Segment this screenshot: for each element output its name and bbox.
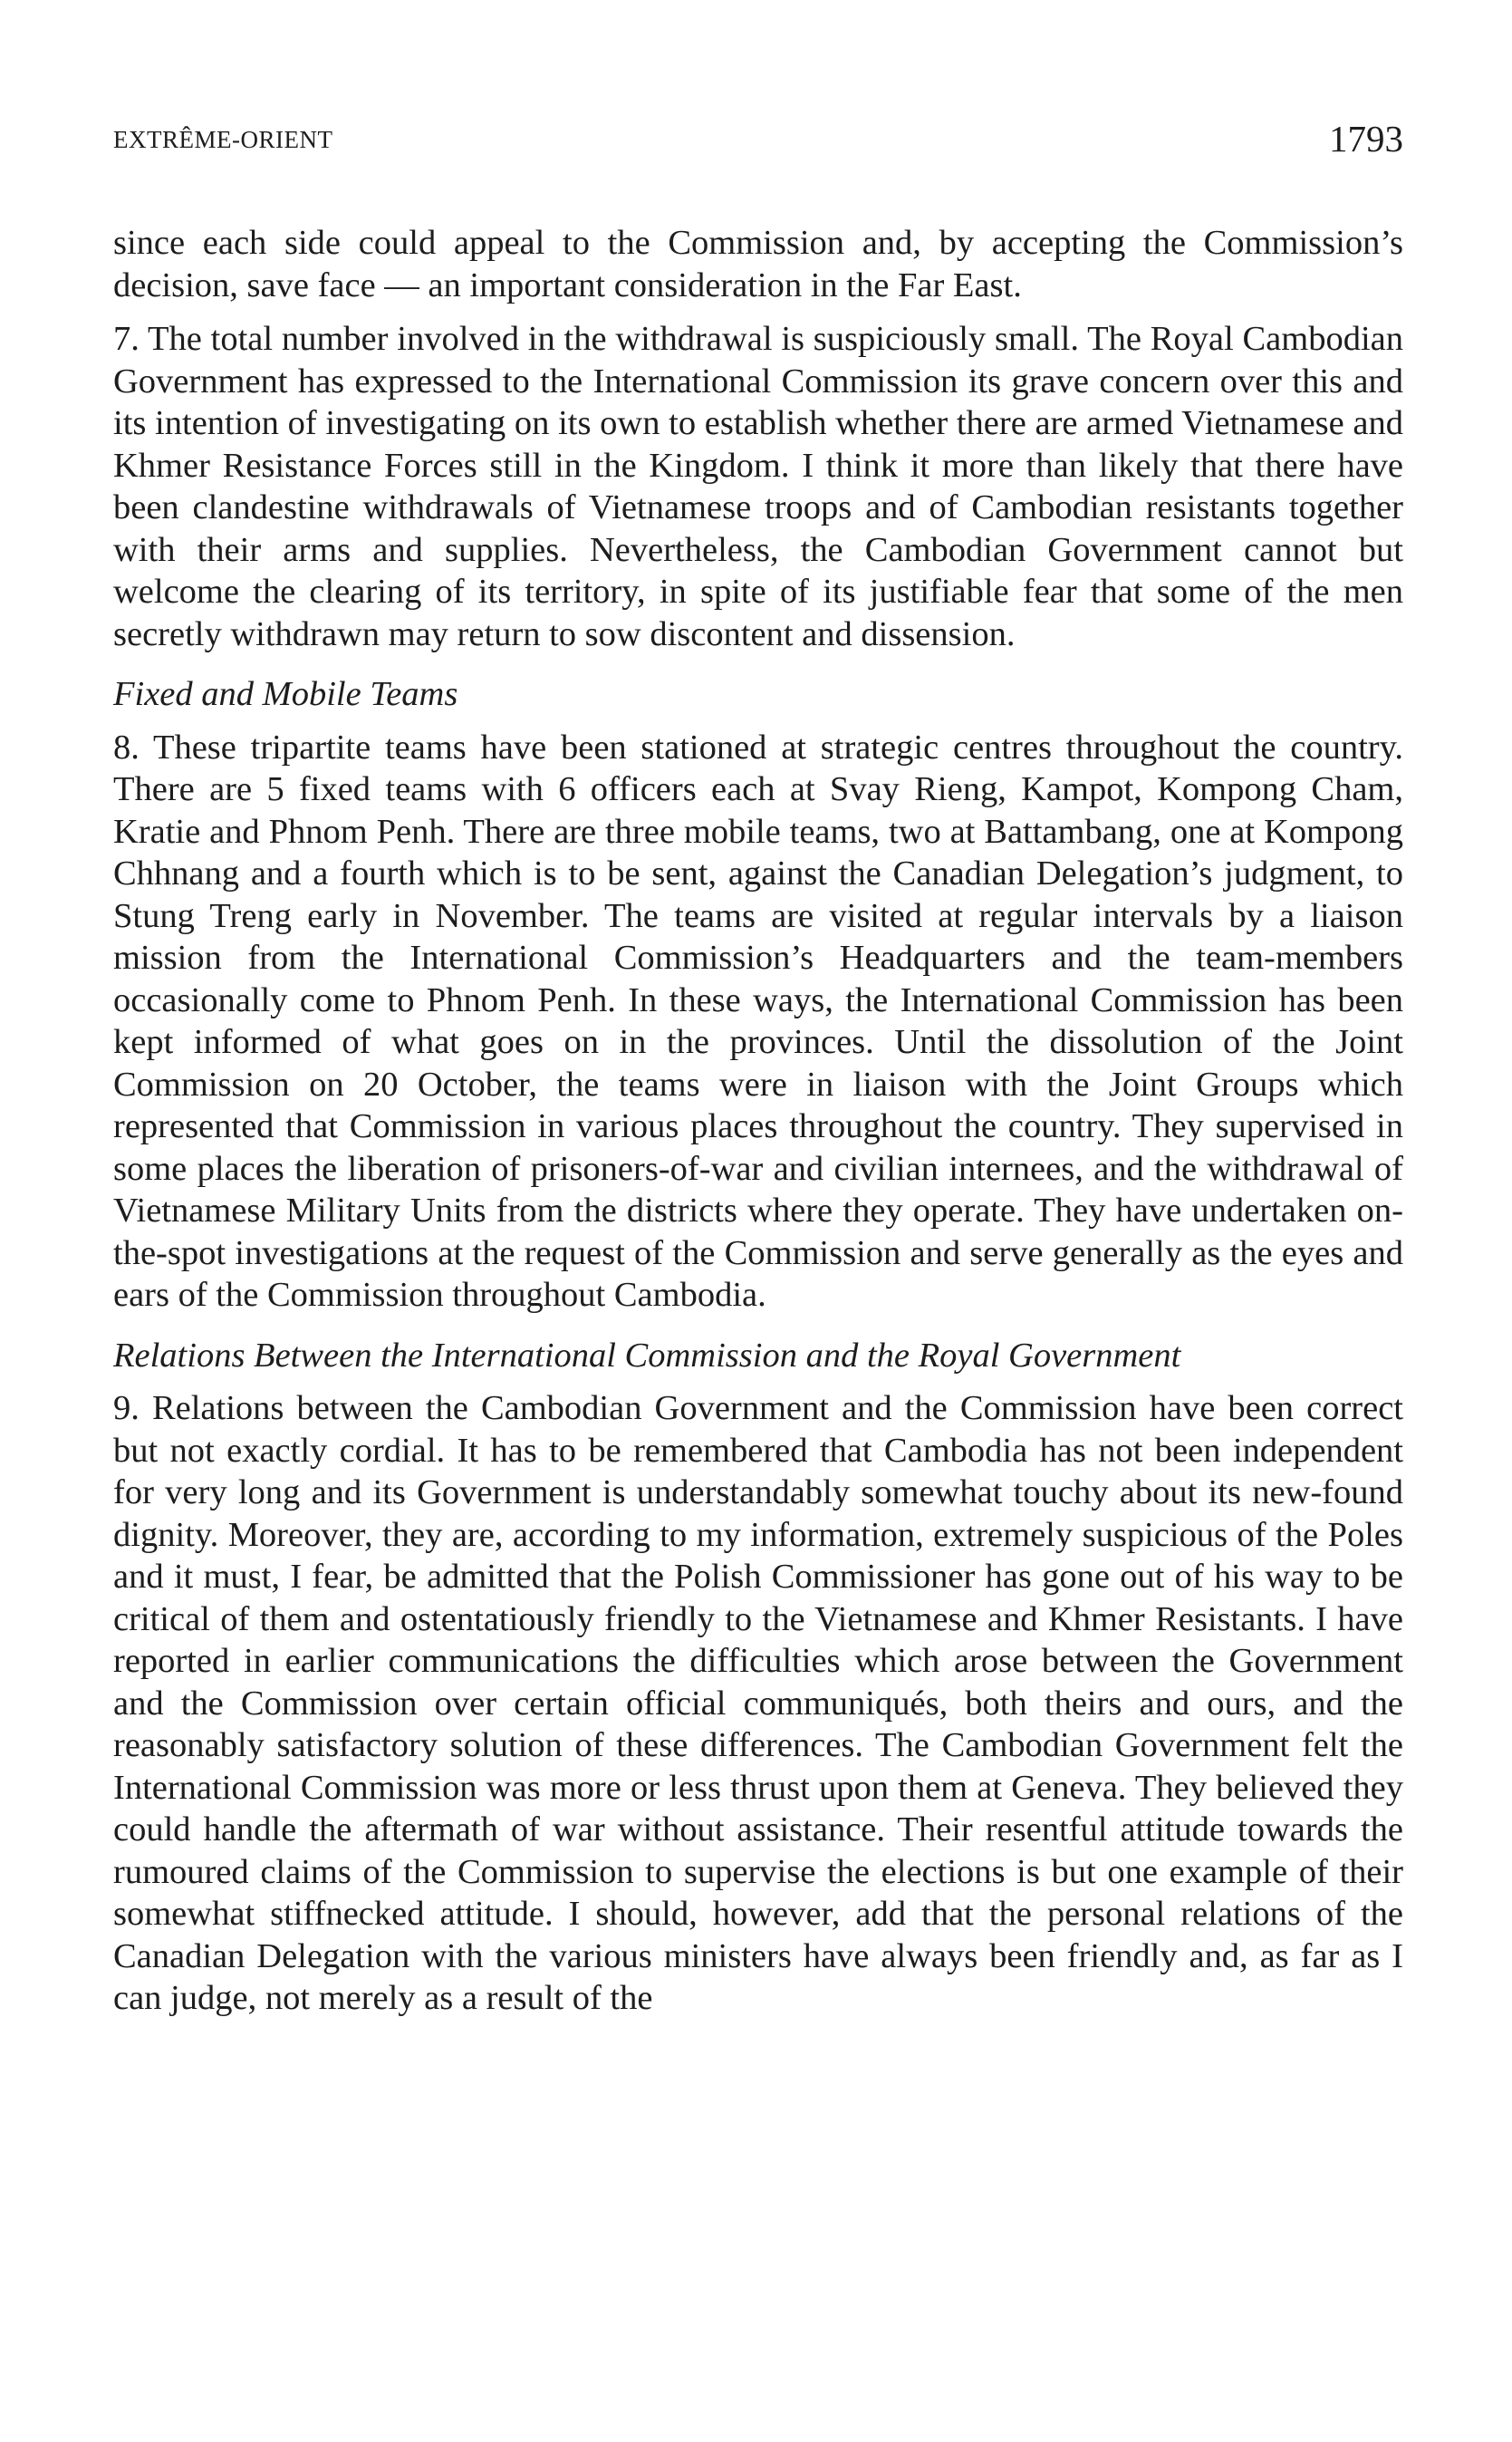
body-text <box>113 222 1403 2020</box>
paragraph-continued: since each side could appeal to the Commission and, by accepting the Commission’s decision, save face — an important consideration in the Far East. <box>113 224 1403 304</box>
section-heading-teams: Fixed and Mobile Teams <box>113 675 458 713</box>
section-heading-relations: Relations Between the International Commission and the Royal Government <box>113 1336 1181 1375</box>
paragraph-7: 7. The total number involved in the withdrawal is suspiciously small. The Royal Cambodian Government has expressed to the International Commission its grave concern over this and its intention of investigating on its own to establish whether there are armed Vietnamese and Khmer Resistance Forces still in the Kingdom. I think it more than likely that there have been clandestine withdrawals of Vietnamese troops and of Cambodian resistants together with their arms and supplies. Nevertheless, the Cambodian Government cannot but welcome the clearing of its territory, in spite of its justifiable fear that some of the men secretly withdrawn may return to sow discontent and dissension. <box>113 320 1403 653</box>
page-number: 1793 <box>1329 118 1403 159</box>
paragraph-9: 9. Relations between the Cambodian Government and the Commission have been correct but not exactly cordial. It has to be remembered that Cambodia has not been independent for very long and its Government is understandably somewhat touchy about its new-found dignity. Moreover, they are, according to my information, extremely suspicious of the Poles and it must, I fear, be admitted that the Polish Commissioner has gone out of his way to be critical of them and ostentatiously friendly to the Vietnamese and Khmer Resistants. I have reported in earlier communications the difficulties which arose between the Government and the Commission over certain official communiqués, both theirs and ours, and the reasonably satisfactory solution of these differences. The Cambodian Government felt the International Commission was more or less thrust upon them at Geneva. They believed they could handle the aftermath of war without assistance. Their resentful attitude towards the rumoured claims of the Commission to supervise the elections is but one example of their somewhat stiffnecked attitude. I should, however, add that the personal relations of the Canadian Delegation with the various ministers have always been friendly and, as far as I can judge, not merely as a result of the <box>113 1389 1403 2017</box>
running-header <box>113 113 1403 168</box>
document-page <box>113 113 1403 2020</box>
running-title: EXTRÊME-ORIENT <box>113 126 333 153</box>
paragraph-8: 8. These tripartite teams have been stationed at strategic centres throughout the country. There are 5 fixed teams with 6 officers each at Svay Rieng, Kampot, Kompong Cham, Kratie and Phnom Penh. There are three mobile teams, two at Battambang, one at Kompong Chhnang and a fourth which is to be sent, against the Canadian Delegation’s judgment, to Stung Treng early in November. The teams are visited at regular intervals by a liaison mission from the International Commission’s Headquarters and the team-members occasionally come to Phnom Penh. In these ways, the International Commission has been kept informed of what goes on in the provinces. Until the dissolution of the Joint Commission on 20 October, the teams were in liaison with the Joint Groups which represented that Commission in various places throughout the country. They supervised in some places the liberation of prisoners-of-war and civilian internees, and the withdrawal of Vietnamese Military Units from the districts where they operate. They have undertaken on-the-spot investigations at the request of the Commission and serve generally as the eyes and ears of the Commission throughout Cambodia. <box>113 728 1403 1314</box>
